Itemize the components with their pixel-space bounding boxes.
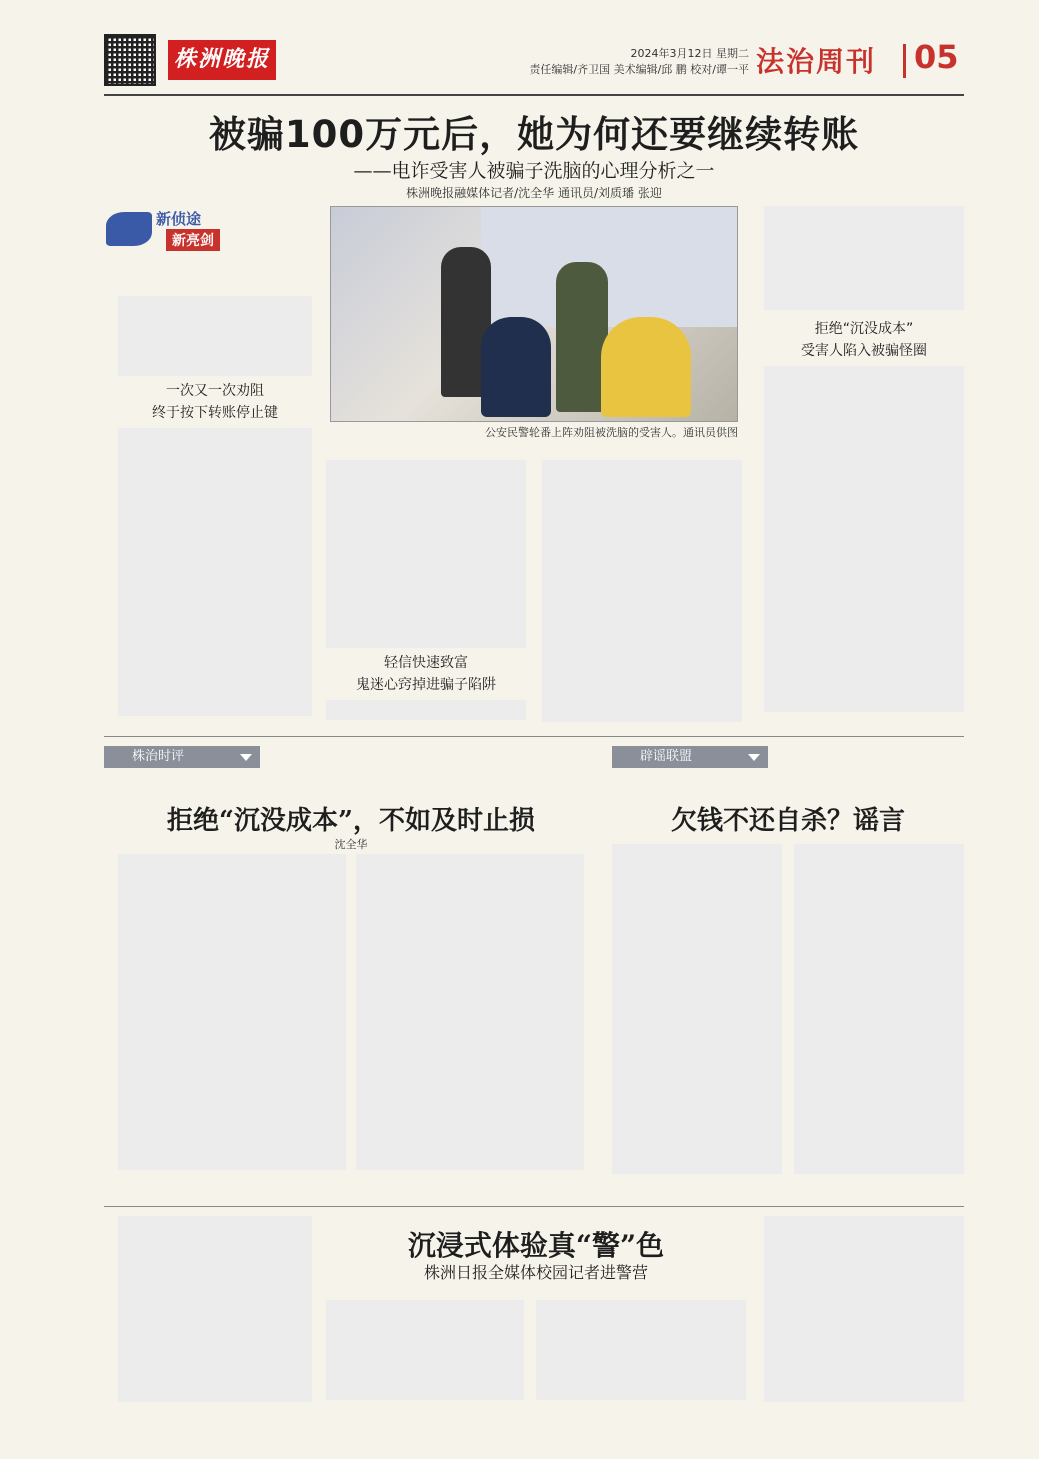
photo-officer-3: [481, 317, 551, 417]
bottom-subtitle: 株洲日报全媒体校园记者进警营: [423, 1263, 648, 1282]
lead-subheading-2-line2: 鬼迷心窍掉进骗子陷阱: [356, 677, 496, 693]
lead-subheading-2: [326, 652, 526, 696]
photo-victim: [601, 317, 691, 417]
bottom-title: 沉浸式体验真“警”色: [407, 1229, 665, 1262]
lead-subheading-2-line1: 轻信快速致富: [384, 655, 468, 671]
rumor-title: 欠钱不还自杀？谣言: [670, 806, 905, 836]
editorial-title: 拒绝“沉没成本”，不如及时止损: [167, 806, 535, 836]
issue-meta: [529, 46, 749, 78]
bottom-col3: [536, 1300, 746, 1400]
bottom-col4: [764, 1216, 964, 1402]
lead-subheading-1-line2: 终于按下转账停止键: [152, 405, 278, 421]
section-name: 法治周刊: [756, 45, 877, 78]
lead-headline: 被骗100万元后，她为何还要继续转账: [208, 113, 860, 156]
lead-subheading-3-line1: 拒绝“沉没成本”: [814, 321, 914, 337]
column-badge: [106, 202, 236, 254]
lead-subheading-3-line2: 受害人陷入被骗怪圈: [801, 343, 927, 359]
masthead-rule: [104, 94, 964, 96]
badge-subtitle: 新亮剑: [166, 229, 220, 251]
rumor-col2: [794, 844, 964, 1174]
chevron-down-icon: [748, 754, 760, 761]
editorial-tag-label: 株治时评: [132, 749, 185, 764]
masthead: [0, 0, 1039, 96]
issue-date: 2024年3月12日 星期二: [630, 47, 749, 60]
newspaper-logo: 株洲晚报: [168, 40, 276, 80]
photo-caption: 公安民警轮番上阵劝阻被洗脑的受害人。通讯员供图: [485, 426, 738, 439]
lead-subheading-1: [118, 380, 312, 424]
rumor-tag-label: 辟谣联盟: [640, 749, 693, 764]
lead-byline: 株洲晚报融媒体记者/沈全华 通讯员/刘质璠 张迎: [406, 186, 662, 200]
bottom-col1: [118, 1216, 312, 1402]
rumor-tag[interactable]: [612, 746, 768, 768]
lead-col2-tail: [326, 700, 526, 720]
editorial-col2: [356, 854, 584, 1170]
lead-subheading-1-line1: 一次又一次劝阻: [166, 383, 264, 399]
photo-wall: [481, 207, 738, 327]
lead-col4-top: [764, 206, 964, 310]
section-divider: [903, 44, 906, 78]
bottom-col2: [326, 1300, 524, 1400]
rumor-col1: [612, 844, 782, 1174]
lead-col3-body: [542, 460, 742, 722]
editorial-tag[interactable]: [104, 746, 260, 768]
lead-col4-body: [764, 366, 964, 712]
section-rule-2: [104, 1206, 964, 1207]
news-photo: [330, 206, 738, 422]
page-number: 05: [914, 38, 959, 76]
lead-col1-body: [118, 428, 312, 716]
editors-line: 责任编辑/齐卫国 美术编辑/邱 鹏 校对/谭一平: [529, 63, 749, 76]
lead-subheadline: ——电诈受害人被骗子洗脑的心理分析之一: [353, 160, 715, 182]
lead-subheading-3: [764, 318, 964, 362]
editorial-author: 沈全华: [334, 838, 368, 851]
editorial-col1: [118, 854, 346, 1170]
lead-col1-para1: [118, 296, 312, 376]
badge-title: 新侦途: [156, 210, 202, 228]
lead-col2-body: [326, 460, 526, 648]
badge-emblem-icon: [106, 212, 152, 246]
section-rule-1: [104, 736, 964, 737]
chevron-down-icon: [240, 754, 252, 761]
qr-code-icon[interactable]: [104, 34, 156, 86]
